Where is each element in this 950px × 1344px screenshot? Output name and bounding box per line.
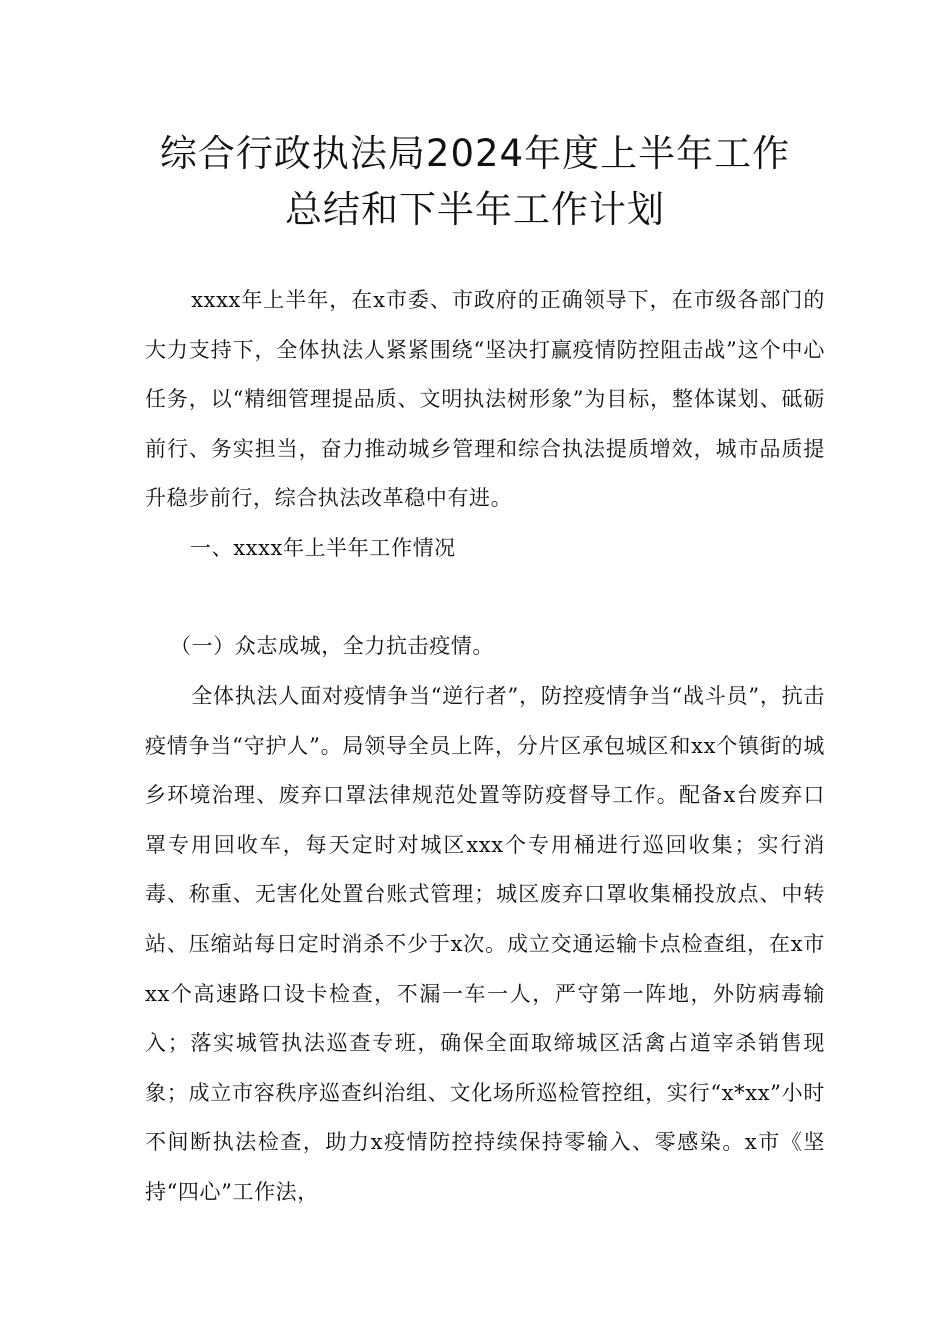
intro-paragraph: xxxx年上半年，在x市委、市政府的正确领导下，在市级各部门的大力支持下，全体执法人紧紧围绕“坚决打赢疫情防控阻击战”这个中心任务，以“精细管理提品质、文明执法树形象”为目标，整体谋划、砥砺前行、务实担当，奋力推动城乡管理和综合执法提质增效，城市品质提升稳步前行，综合执法改革稳中有进。 [145,288,825,511]
subsection-paragraph: 全体执法人面对疫情争当“逆行者”，防控疫情争当“战斗员”，抗击疫情争当“守护人”。局领导全员上阵，分片区承包城区和xx个镇街的城乡环境治理、废弃口罩法律规范处置等防疫督导工作。配备x台废弃口罩专用回收车，每天定时对城区xxx个专用桶进行巡回收集；实行消毒、称重、无害化处置台账式管理；城区废弃口罩收集桶投放点、中转站、压缩站每日定时消杀不少于x次。成立交通运输卡点检查组，在x市xx个高速路口设卡检查，不漏一车一人，严守第一阵地，外防病毒输入；落实城管执法巡查专班，确保全面取缔城区活禽占道宰杀销售现象；成立市容秩序巡查纠治组、文化场所巡检管控组，实行“x*xx”小时不间断执法检查，助力x疫情防控持续保持零输入、零感染。x市《坚持“四心”工作法， [145,684,825,1204]
title-line-1: 综合行政执法局2024年度上半年工作 [159,132,791,175]
subsection-heading-1: （一）众志成城，全力抗击疫情。 [170,634,494,658]
title-line-2: 总结和下半年工作计划 [285,188,665,231]
intro-section [145,276,825,524]
document-title [0,126,950,238]
subsection-body [145,672,825,1218]
section-heading-1: 一、xxxx年上半年工作情况 [190,536,456,560]
